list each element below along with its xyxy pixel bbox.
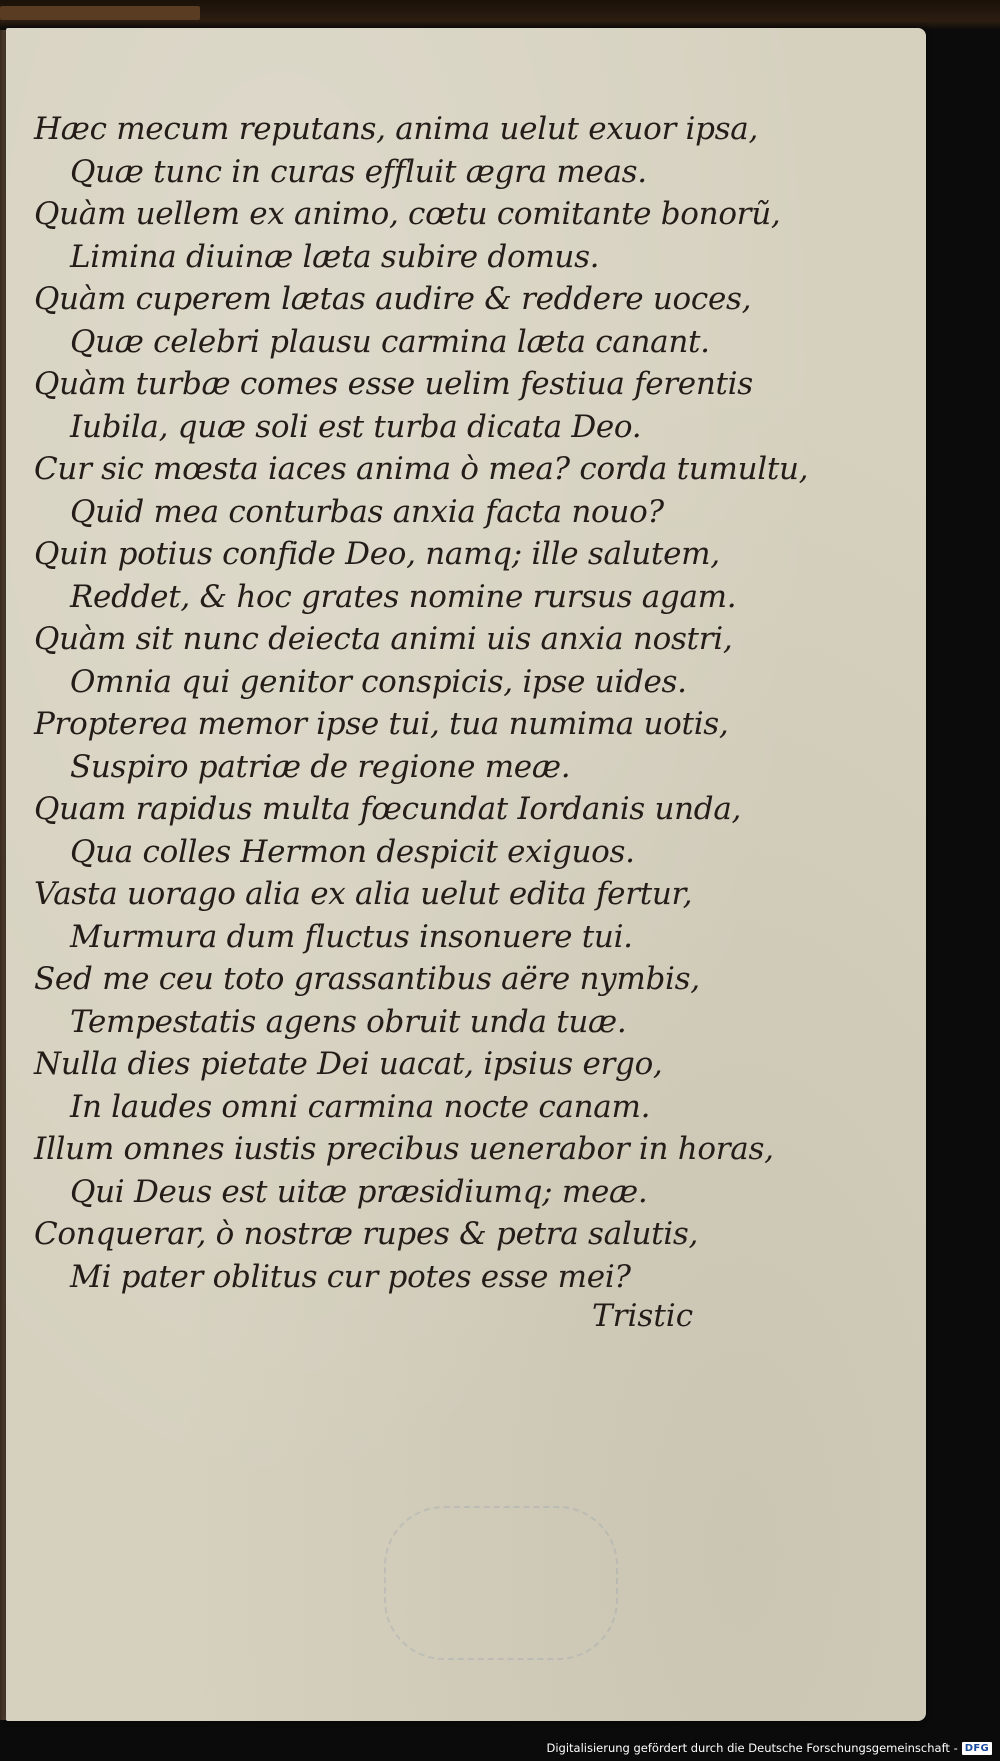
verse-line: Quid mea conturbas anxia facta nouo? [70, 493, 664, 530]
verse-line: Mi pater oblitus cur potes esse mei? [70, 1258, 631, 1295]
verse-line: Limina diuinæ læta subire domus. [70, 238, 600, 275]
verse-line: Nulla dies pietate Dei uacat, ipsius ergo, [34, 1046, 663, 1082]
verse-line: Hæc mecum reputans, anima uelut exuor ipsa, [34, 111, 759, 147]
verse-line: Iubila, quæ soli est turba dicata Deo. [70, 408, 642, 445]
verse-line: Qua colles Hermon despicit exiguos. [70, 833, 635, 870]
verse-line: Cur sic mœsta iaces anima ò mea? corda tumultu, [34, 451, 809, 487]
leather-strip [0, 6, 200, 20]
verse-line: Qui Deus est uitæ præsidiumq; meæ. [70, 1173, 648, 1210]
verse-line: Quàm turbæ comes esse uelim festiua ferentis [34, 366, 753, 402]
credit-text: Digitalisierung gefördert durch die Deutsche Forschungsgemeinschaft - [546, 1741, 958, 1755]
verse-line: Tempestatis agens obruit unda tuæ. [70, 1003, 627, 1040]
verse-line: In laudes omni carmina nocte canam. [70, 1088, 651, 1125]
verse-line: Quin potius confide Deo, namq; ille salutem, [34, 536, 720, 572]
verse-line: Quàm cuperem lætas audire & reddere uoces, [34, 281, 752, 317]
verse-line: Suspiro patriæ de regione meæ. [70, 748, 571, 785]
verse-line: Vasta uorago alia ex alia uelut edita fertur, [34, 876, 693, 912]
verse-line: Quæ celebri plausu carmina læta canant. [70, 323, 710, 360]
digitization-credit [546, 1741, 992, 1755]
verse-line: Quàm sit nunc deiecta animi uis anxia nostri, [34, 621, 733, 657]
verse-line: Quam rapidus multa fœcundat Iordanis unda, [34, 791, 742, 827]
catchword: Tristic [592, 1298, 694, 1334]
poem-text [34, 108, 894, 1298]
library-stamp-faint [384, 1506, 618, 1660]
verse-line: Murmura dum fluctus insonuere tui. [70, 918, 633, 955]
verse-line: Quæ tunc in curas effluit ægra meas. [70, 153, 647, 190]
verse-line: Omnia qui genitor conspicis, ipse uides. [70, 663, 687, 700]
verse-line: Propterea memor ipse tui, tua numima uotis, [34, 706, 729, 742]
book-top-edge [0, 0, 1000, 30]
verse-line: Reddet, & hoc grates nomine rursus agam. [70, 578, 737, 615]
verse-line: Quàm uellem ex animo, cœtu comitante bonorũ, [34, 196, 781, 232]
verse-line: Illum omnes iustis precibus uenerabor in horas, [34, 1131, 774, 1167]
verse-line: Conquerar, ò nostræ rupes & petra salutis, [34, 1216, 699, 1252]
dfg-logo: DFG [962, 1742, 992, 1755]
verse-line: Sed me ceu toto grassantibus aëre nymbis, [34, 961, 700, 997]
